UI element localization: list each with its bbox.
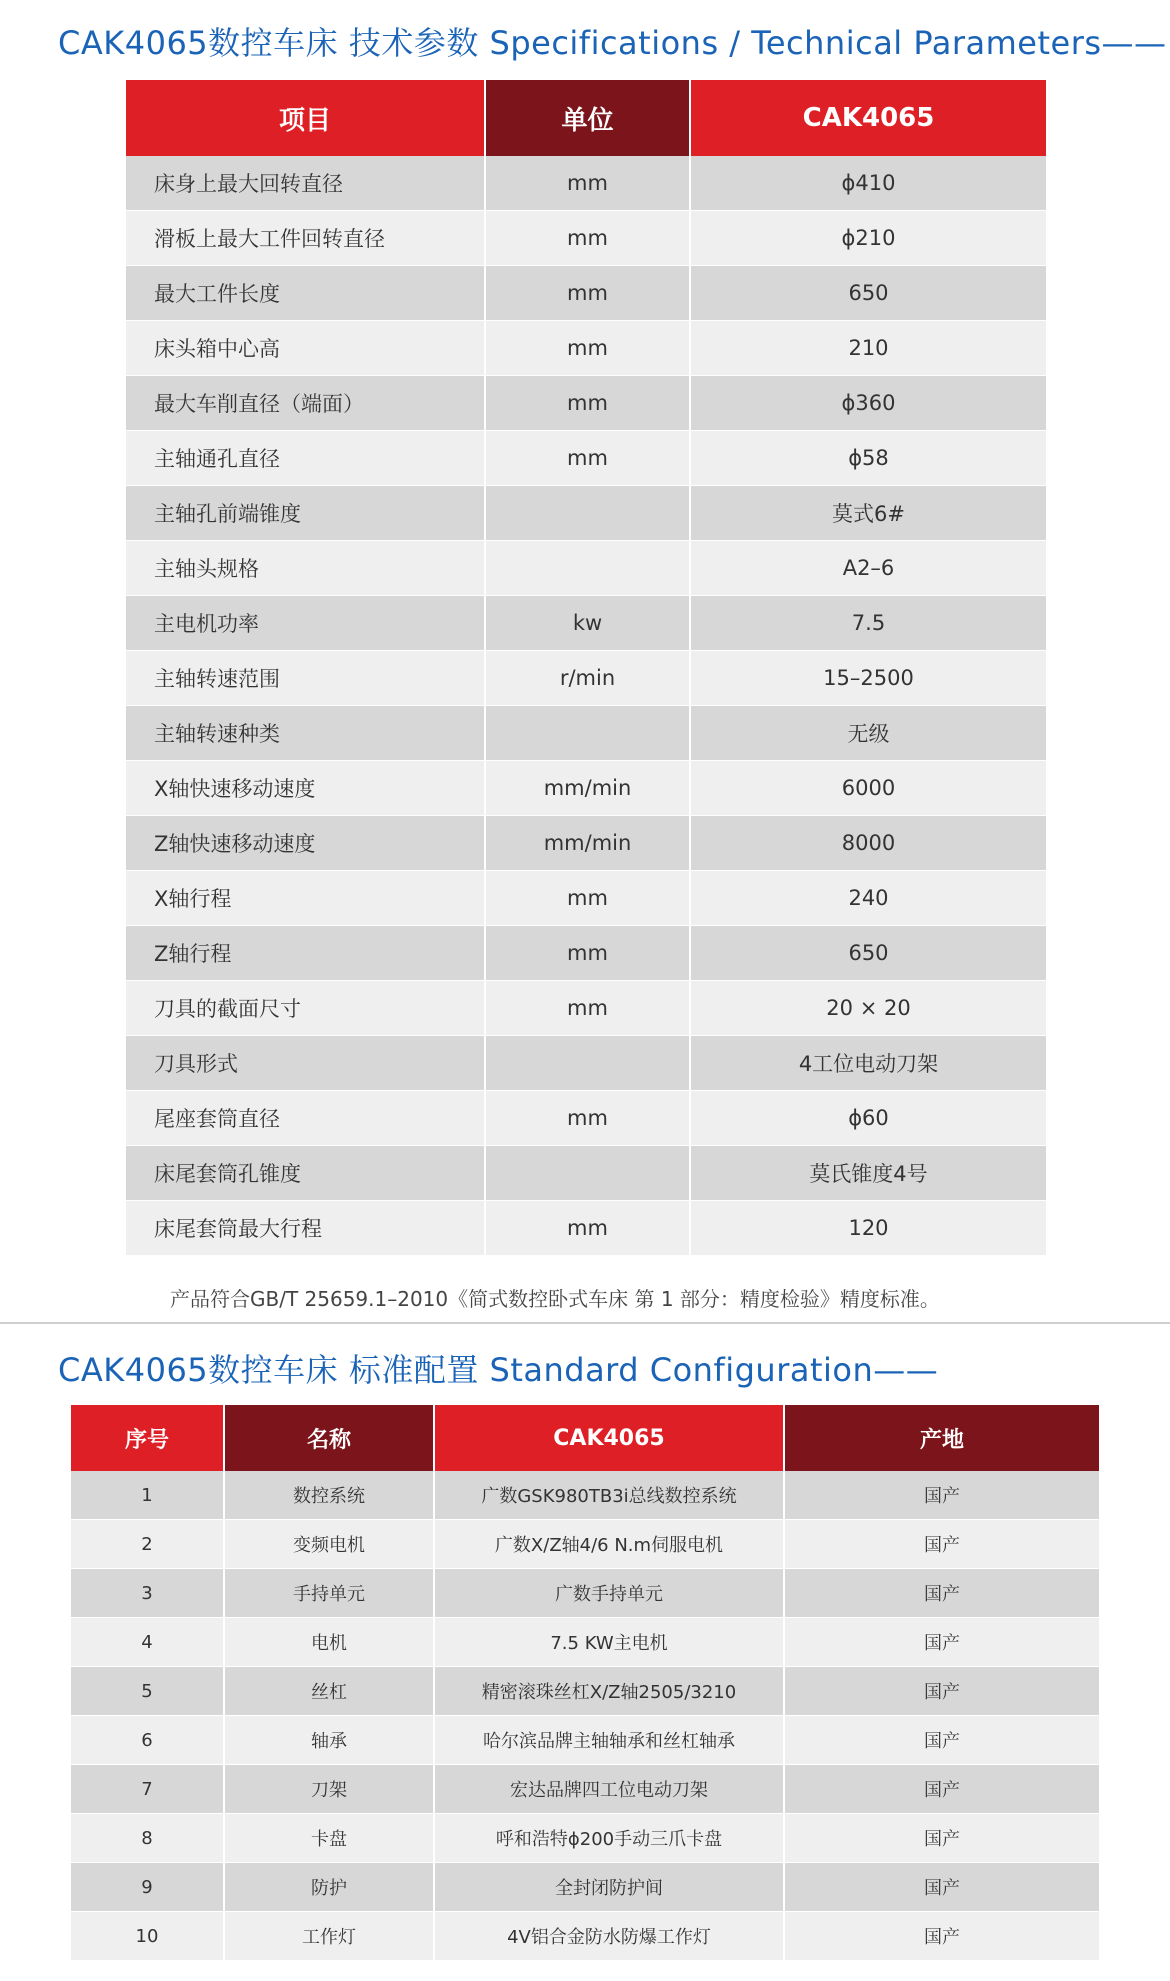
config-row	[71, 1520, 1099, 1569]
config-cell-index: 2	[71, 1520, 223, 1569]
spec-cell-unit: mm	[484, 431, 689, 486]
spec-cell-item: 最大工件长度	[126, 266, 484, 321]
config-cell-name: 丝杠	[223, 1667, 433, 1716]
spec-cell-value: 20 × 20	[689, 981, 1046, 1036]
config-table	[71, 1405, 1099, 1961]
config-cell-name: 电机	[223, 1618, 433, 1667]
spec-cell-item: 最大车削直径（端面）	[126, 376, 484, 431]
config-cell-index: 3	[71, 1569, 223, 1618]
spec-cell-value: ϕ360	[689, 376, 1046, 431]
spec-cell-value: ϕ60	[689, 1091, 1046, 1146]
config-cell-name: 变频电机	[223, 1520, 433, 1569]
config-cell-index: 9	[71, 1863, 223, 1912]
config-cell-index: 6	[71, 1716, 223, 1765]
spec-cell-value: ϕ58	[689, 431, 1046, 486]
config-cell-spec: 广数手持单元	[433, 1569, 783, 1618]
config-cell-index: 7	[71, 1765, 223, 1814]
spec-cell-value: 莫氏锥度4号	[689, 1146, 1046, 1201]
config-cell-name: 数控系统	[223, 1471, 433, 1520]
spec-cell-value: 4工位电动刀架	[689, 1036, 1046, 1091]
spec-table-header	[126, 80, 1046, 156]
spec-cell-item: 滑板上最大工件回转直径	[126, 211, 484, 266]
spec-cell-unit: mm	[484, 156, 689, 211]
config-cell-spec: 精密滚珠丝杠X/Z轴2505/3210	[433, 1667, 783, 1716]
config-cell-name: 工作灯	[223, 1912, 433, 1961]
spec-row	[126, 486, 1046, 541]
config-row	[71, 1618, 1099, 1667]
spec-cell-unit	[484, 486, 689, 541]
config-cell-origin: 国产	[783, 1765, 1099, 1814]
config-row	[71, 1814, 1099, 1863]
config-cell-name: 卡盘	[223, 1814, 433, 1863]
spec-cell-item: 尾座套筒直径	[126, 1091, 484, 1146]
spec-cell-unit: mm/min	[484, 761, 689, 816]
config-cell-name: 刀架	[223, 1765, 433, 1814]
spec-cell-value: 240	[689, 871, 1046, 926]
spec-cell-item: Z轴行程	[126, 926, 484, 981]
config-cell-spec: 广数GSK980TB3i总线数控系统	[433, 1471, 783, 1520]
spec-row	[126, 651, 1046, 706]
spec-cell-unit: mm	[484, 211, 689, 266]
spec-cell-value: 120	[689, 1201, 1046, 1256]
spec-cell-item: X轴快速移动速度	[126, 761, 484, 816]
spec-row	[126, 156, 1046, 211]
spec-cell-unit: mm	[484, 376, 689, 431]
spec-header-unit: 单位	[484, 80, 689, 156]
spec-row	[126, 761, 1046, 816]
config-cell-name: 轴承	[223, 1716, 433, 1765]
config-row	[71, 1667, 1099, 1716]
config-cell-spec: 4V铝合金防水防爆工作灯	[433, 1912, 783, 1961]
spec-cell-item: 主轴转速种类	[126, 706, 484, 761]
spec-cell-unit: r/min	[484, 651, 689, 706]
spec-row	[126, 596, 1046, 651]
spec-cell-value: 7.5	[689, 596, 1046, 651]
config-section-title: CAK4065数控车床 标准配置 Standard Configuration——	[58, 1351, 939, 1389]
spec-cell-item: 床尾套筒最大行程	[126, 1201, 484, 1256]
spec-cell-item: 刀具的截面尺寸	[126, 981, 484, 1036]
config-cell-origin: 国产	[783, 1667, 1099, 1716]
config-row	[71, 1765, 1099, 1814]
spec-cell-value: 莫式6#	[689, 486, 1046, 541]
spec-row	[126, 541, 1046, 596]
spec-row	[126, 1201, 1046, 1256]
spec-cell-value: ϕ410	[689, 156, 1046, 211]
spec-cell-value: 6000	[689, 761, 1046, 816]
spec-row	[126, 706, 1046, 761]
config-row	[71, 1471, 1099, 1520]
spec-cell-value: ϕ210	[689, 211, 1046, 266]
spec-row	[126, 926, 1046, 981]
spec-cell-item: 主轴转速范围	[126, 651, 484, 706]
spec-row	[126, 1091, 1046, 1146]
config-cell-spec: 全封闭防护间	[433, 1863, 783, 1912]
spec-cell-unit: mm	[484, 321, 689, 376]
config-row	[71, 1716, 1099, 1765]
section-divider	[0, 1322, 1170, 1324]
spec-row	[126, 266, 1046, 321]
spec-cell-unit: mm	[484, 871, 689, 926]
config-cell-origin: 国产	[783, 1471, 1099, 1520]
spec-cell-value: 无级	[689, 706, 1046, 761]
spec-cell-item: 刀具形式	[126, 1036, 484, 1091]
spec-row	[126, 1146, 1046, 1201]
config-cell-origin: 国产	[783, 1618, 1099, 1667]
config-header-index: 序号	[71, 1405, 223, 1471]
spec-row	[126, 871, 1046, 926]
config-cell-index: 5	[71, 1667, 223, 1716]
config-cell-origin: 国产	[783, 1520, 1099, 1569]
spec-table	[126, 80, 1046, 1256]
spec-cell-unit	[484, 1146, 689, 1201]
standard-compliance-note: 产品符合GB/T 25659.1–2010《简式数控卧式车床 第 1 部分：精度检验》精度标准。	[170, 1287, 940, 1311]
spec-cell-unit: mm	[484, 266, 689, 321]
config-cell-index: 8	[71, 1814, 223, 1863]
spec-section-title: CAK4065数控车床 技术参数 Specifications / Technical Parameters——	[58, 24, 1167, 62]
spec-cell-item: 主轴通孔直径	[126, 431, 484, 486]
config-cell-origin: 国产	[783, 1863, 1099, 1912]
spec-cell-value: 210	[689, 321, 1046, 376]
spec-cell-item: X轴行程	[126, 871, 484, 926]
spec-cell-unit: mm	[484, 1201, 689, 1256]
config-row	[71, 1569, 1099, 1618]
spec-cell-item: 主轴孔前端锥度	[126, 486, 484, 541]
spec-row	[126, 211, 1046, 266]
spec-cell-item: Z轴快速移动速度	[126, 816, 484, 871]
spec-cell-unit: mm	[484, 981, 689, 1036]
config-cell-origin: 国产	[783, 1814, 1099, 1863]
config-header-model: CAK4065	[433, 1405, 783, 1471]
spec-cell-value: A2–6	[689, 541, 1046, 596]
spec-row	[126, 431, 1046, 486]
config-header-name: 名称	[223, 1405, 433, 1471]
spec-cell-item: 主电机功率	[126, 596, 484, 651]
config-cell-index: 1	[71, 1471, 223, 1520]
spec-cell-item: 床头箱中心高	[126, 321, 484, 376]
spec-cell-unit: mm	[484, 1091, 689, 1146]
config-cell-name: 手持单元	[223, 1569, 433, 1618]
spec-header-model: CAK4065	[689, 80, 1046, 156]
spec-cell-unit: mm/min	[484, 816, 689, 871]
config-cell-spec: 呼和浩特ϕ200手动三爪卡盘	[433, 1814, 783, 1863]
spec-cell-value: 650	[689, 266, 1046, 321]
config-row	[71, 1912, 1099, 1961]
spec-cell-unit	[484, 541, 689, 596]
spec-row	[126, 321, 1046, 376]
spec-cell-item: 床身上最大回转直径	[126, 156, 484, 211]
config-cell-name: 防护	[223, 1863, 433, 1912]
config-cell-origin: 国产	[783, 1716, 1099, 1765]
config-row	[71, 1863, 1099, 1912]
config-cell-spec: 7.5 KW主电机	[433, 1618, 783, 1667]
spec-header-item: 项目	[126, 80, 484, 156]
config-cell-origin: 国产	[783, 1569, 1099, 1618]
spec-cell-value: 650	[689, 926, 1046, 981]
config-table-header	[71, 1405, 1099, 1471]
spec-cell-value: 8000	[689, 816, 1046, 871]
config-header-origin: 产地	[783, 1405, 1099, 1471]
config-cell-index: 4	[71, 1618, 223, 1667]
spec-row	[126, 1036, 1046, 1091]
spec-cell-item: 主轴头规格	[126, 541, 484, 596]
spec-row	[126, 981, 1046, 1036]
config-cell-spec: 哈尔滨品牌主轴轴承和丝杠轴承	[433, 1716, 783, 1765]
spec-cell-unit: mm	[484, 926, 689, 981]
config-cell-spec: 宏达品牌四工位电动刀架	[433, 1765, 783, 1814]
spec-row	[126, 376, 1046, 431]
config-cell-index: 10	[71, 1912, 223, 1961]
config-cell-spec: 广数X/Z轴4/6 N.m伺服电机	[433, 1520, 783, 1569]
spec-cell-item: 床尾套筒孔锥度	[126, 1146, 484, 1201]
spec-cell-unit	[484, 706, 689, 761]
spec-cell-unit	[484, 1036, 689, 1091]
spec-cell-value: 15–2500	[689, 651, 1046, 706]
config-cell-origin: 国产	[783, 1912, 1099, 1961]
spec-cell-unit: kw	[484, 596, 689, 651]
spec-row	[126, 816, 1046, 871]
